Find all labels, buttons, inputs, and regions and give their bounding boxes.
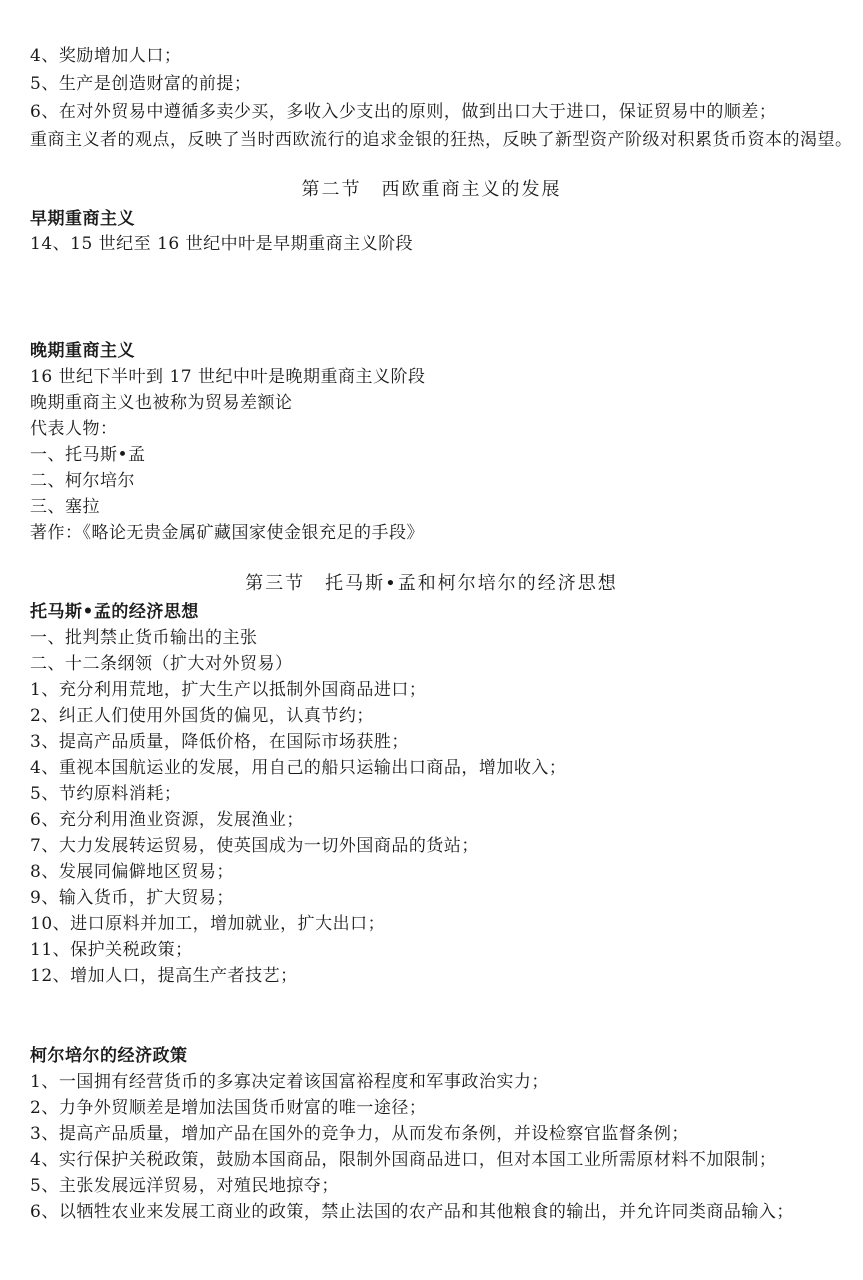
late-mercantilism-line: 三、塞拉: [30, 497, 100, 517]
mun-line: 9、输入货币，扩大贸易；: [30, 888, 234, 908]
mun-line: 3、提高产品质量，降低价格，在国际市场获胜；: [30, 732, 409, 752]
mun-line: 11、保护关税政策；: [30, 940, 193, 960]
late-mercantilism-line: 晚期重商主义也被称为贸易差额论: [30, 393, 293, 413]
colbert-line: 2、力争外贸顺差是增加法国货币财富的唯一途径；: [30, 1098, 427, 1118]
colbert-line: 6、以牺牲农业来发展工商业的政策，禁止法国的农产品和其他粮食的输出，并允许同类商品输入；: [30, 1202, 794, 1222]
intro-line: 5、生产是创造财富的前提；: [30, 74, 252, 94]
mun-line: 12、增加人口，提高生产者技艺；: [30, 966, 298, 986]
colbert-line: 1、一国拥有经营货币的多寡决定着该国富裕程度和军事政治实力；: [30, 1072, 549, 1092]
late-mercantilism-line: 二、柯尔培尔: [30, 471, 135, 491]
colbert-heading: 柯尔培尔的经济政策: [30, 1046, 188, 1066]
early-mercantilism-heading: 早期重商主义: [30, 209, 135, 229]
section-title: 第二节 西欧重商主义的发展: [301, 179, 562, 200]
intro-line: 6、在对外贸易中遵循多卖少买，多收入少支出的原则，做到出口大于进口，保证贸易中的顺差；: [30, 102, 777, 122]
late-mercantilism-line: 一、托马斯•孟: [30, 445, 146, 465]
mun-line: 1、充分利用荒地，扩大生产以抵制外国商品进口；: [30, 680, 427, 700]
late-mercantilism-heading: 晚期重商主义: [30, 341, 135, 361]
mun-line: 4、重视本国航运业的发展，用自己的船只运输出口商品，增加收入；: [30, 758, 567, 778]
late-mercantilism-line: 16 世纪下半叶到 17 世纪中叶是晚期重商主义阶段: [30, 367, 426, 387]
mun-line: 10、进口原料并加工，增加就业，扩大出口；: [30, 914, 386, 934]
colbert-line: 5、主张发展远洋贸易，对殖民地掠夺；: [30, 1176, 339, 1196]
colbert-line: 3、提高产品质量，增加产品在国外的竞争力，从而发布条例，并设检察官监督条例；: [30, 1124, 689, 1144]
mun-line: 2、纠正人们使用外国货的偏见，认真节约；: [30, 706, 374, 726]
mun-line: 8、发展同偏僻地区贸易；: [30, 862, 234, 882]
mun-heading: 托马斯•孟的经济思想: [30, 602, 199, 622]
mun-line: 7、大力发展转运贸易，使英国成为一切外国商品的货站；: [30, 836, 479, 856]
colbert-line: 4、实行保护关税政策，鼓励本国商品，限制外国商品进口，但对本国工业所需原材料不加限制；: [30, 1150, 777, 1170]
mun-line: 一、批判禁止货币输出的主张: [30, 628, 258, 648]
late-mercantilism-line: 代表人物：: [30, 419, 118, 439]
mun-line: 6、充分利用渔业资源，发展渔业；: [30, 810, 304, 830]
mun-line: 二、十二条纲领（扩大对外贸易）: [30, 654, 293, 674]
intro-line: 重商主义者的观点，反映了当时西欧流行的追求金银的狂热，反映了新型资产阶级对积累货币资本的渴望。: [30, 130, 853, 150]
early-mercantilism-line: 14、15 世纪至 16 世纪中叶是早期重商主义阶段: [30, 234, 414, 254]
section-title: 第三节 托马斯•孟和柯尔培尔的经济思想: [245, 573, 618, 594]
late-mercantilism-line: 著作：《略论无贵金属矿藏国家使金银充足的手段》: [30, 523, 424, 543]
mun-line: 5、节约原料消耗；: [30, 784, 182, 804]
intro-line: 4、奖励增加人口；: [30, 46, 182, 66]
